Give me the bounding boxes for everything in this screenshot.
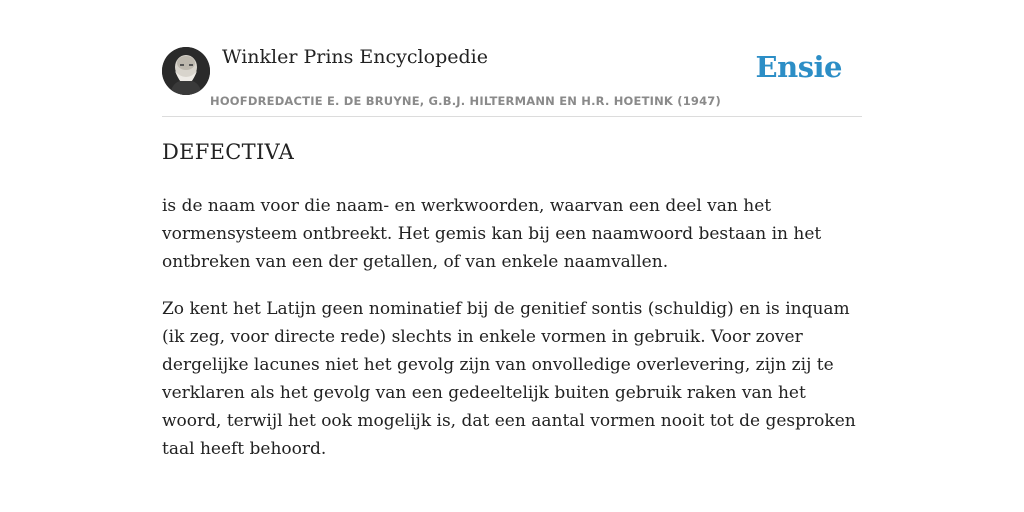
entry-paragraph: Zo kent het Latijn geen nominatief bij de genitief sontis (schuldig) en is inquam (ik zeg, voor directe rede) slechts in enkele vormen in gebruik. Voor zover dergelijke lacunes niet het gevolg zijn van onvolledige overlevering, zijn zij te verklaren als het gevolg van een gedeeltelijk buiten gebruik raken van het woord, terwijl het ook mogelijk is, dat een aantal vormen nooit tot de gesproken taal heeft behoord.: [162, 299, 856, 459]
source-title[interactable]: Winkler Prins Encyclopedie: [222, 46, 488, 68]
portrait-icon: [162, 47, 210, 95]
source-header: [162, 44, 862, 117]
entry-title: DEFECTIVA: [162, 140, 295, 164]
source-avatar[interactable]: [162, 47, 210, 95]
entry-paragraph: is de naam voor die naam- en werkwoorden, waarvan een deel van het vormensysteem ontbreekt. Het gemis kan bij een naamwoord bestaan in het ontbreken van een der getallen, of van enkele naamvallen.: [162, 196, 822, 272]
brand-logo[interactable]: Ensie: [755, 50, 842, 84]
editors-line: HOOFDREDACTIE E. DE BRUYNE, G.B.J. HILTERMANN EN H.R. HOETINK (1947): [210, 94, 721, 108]
entry-body: [162, 192, 862, 482]
